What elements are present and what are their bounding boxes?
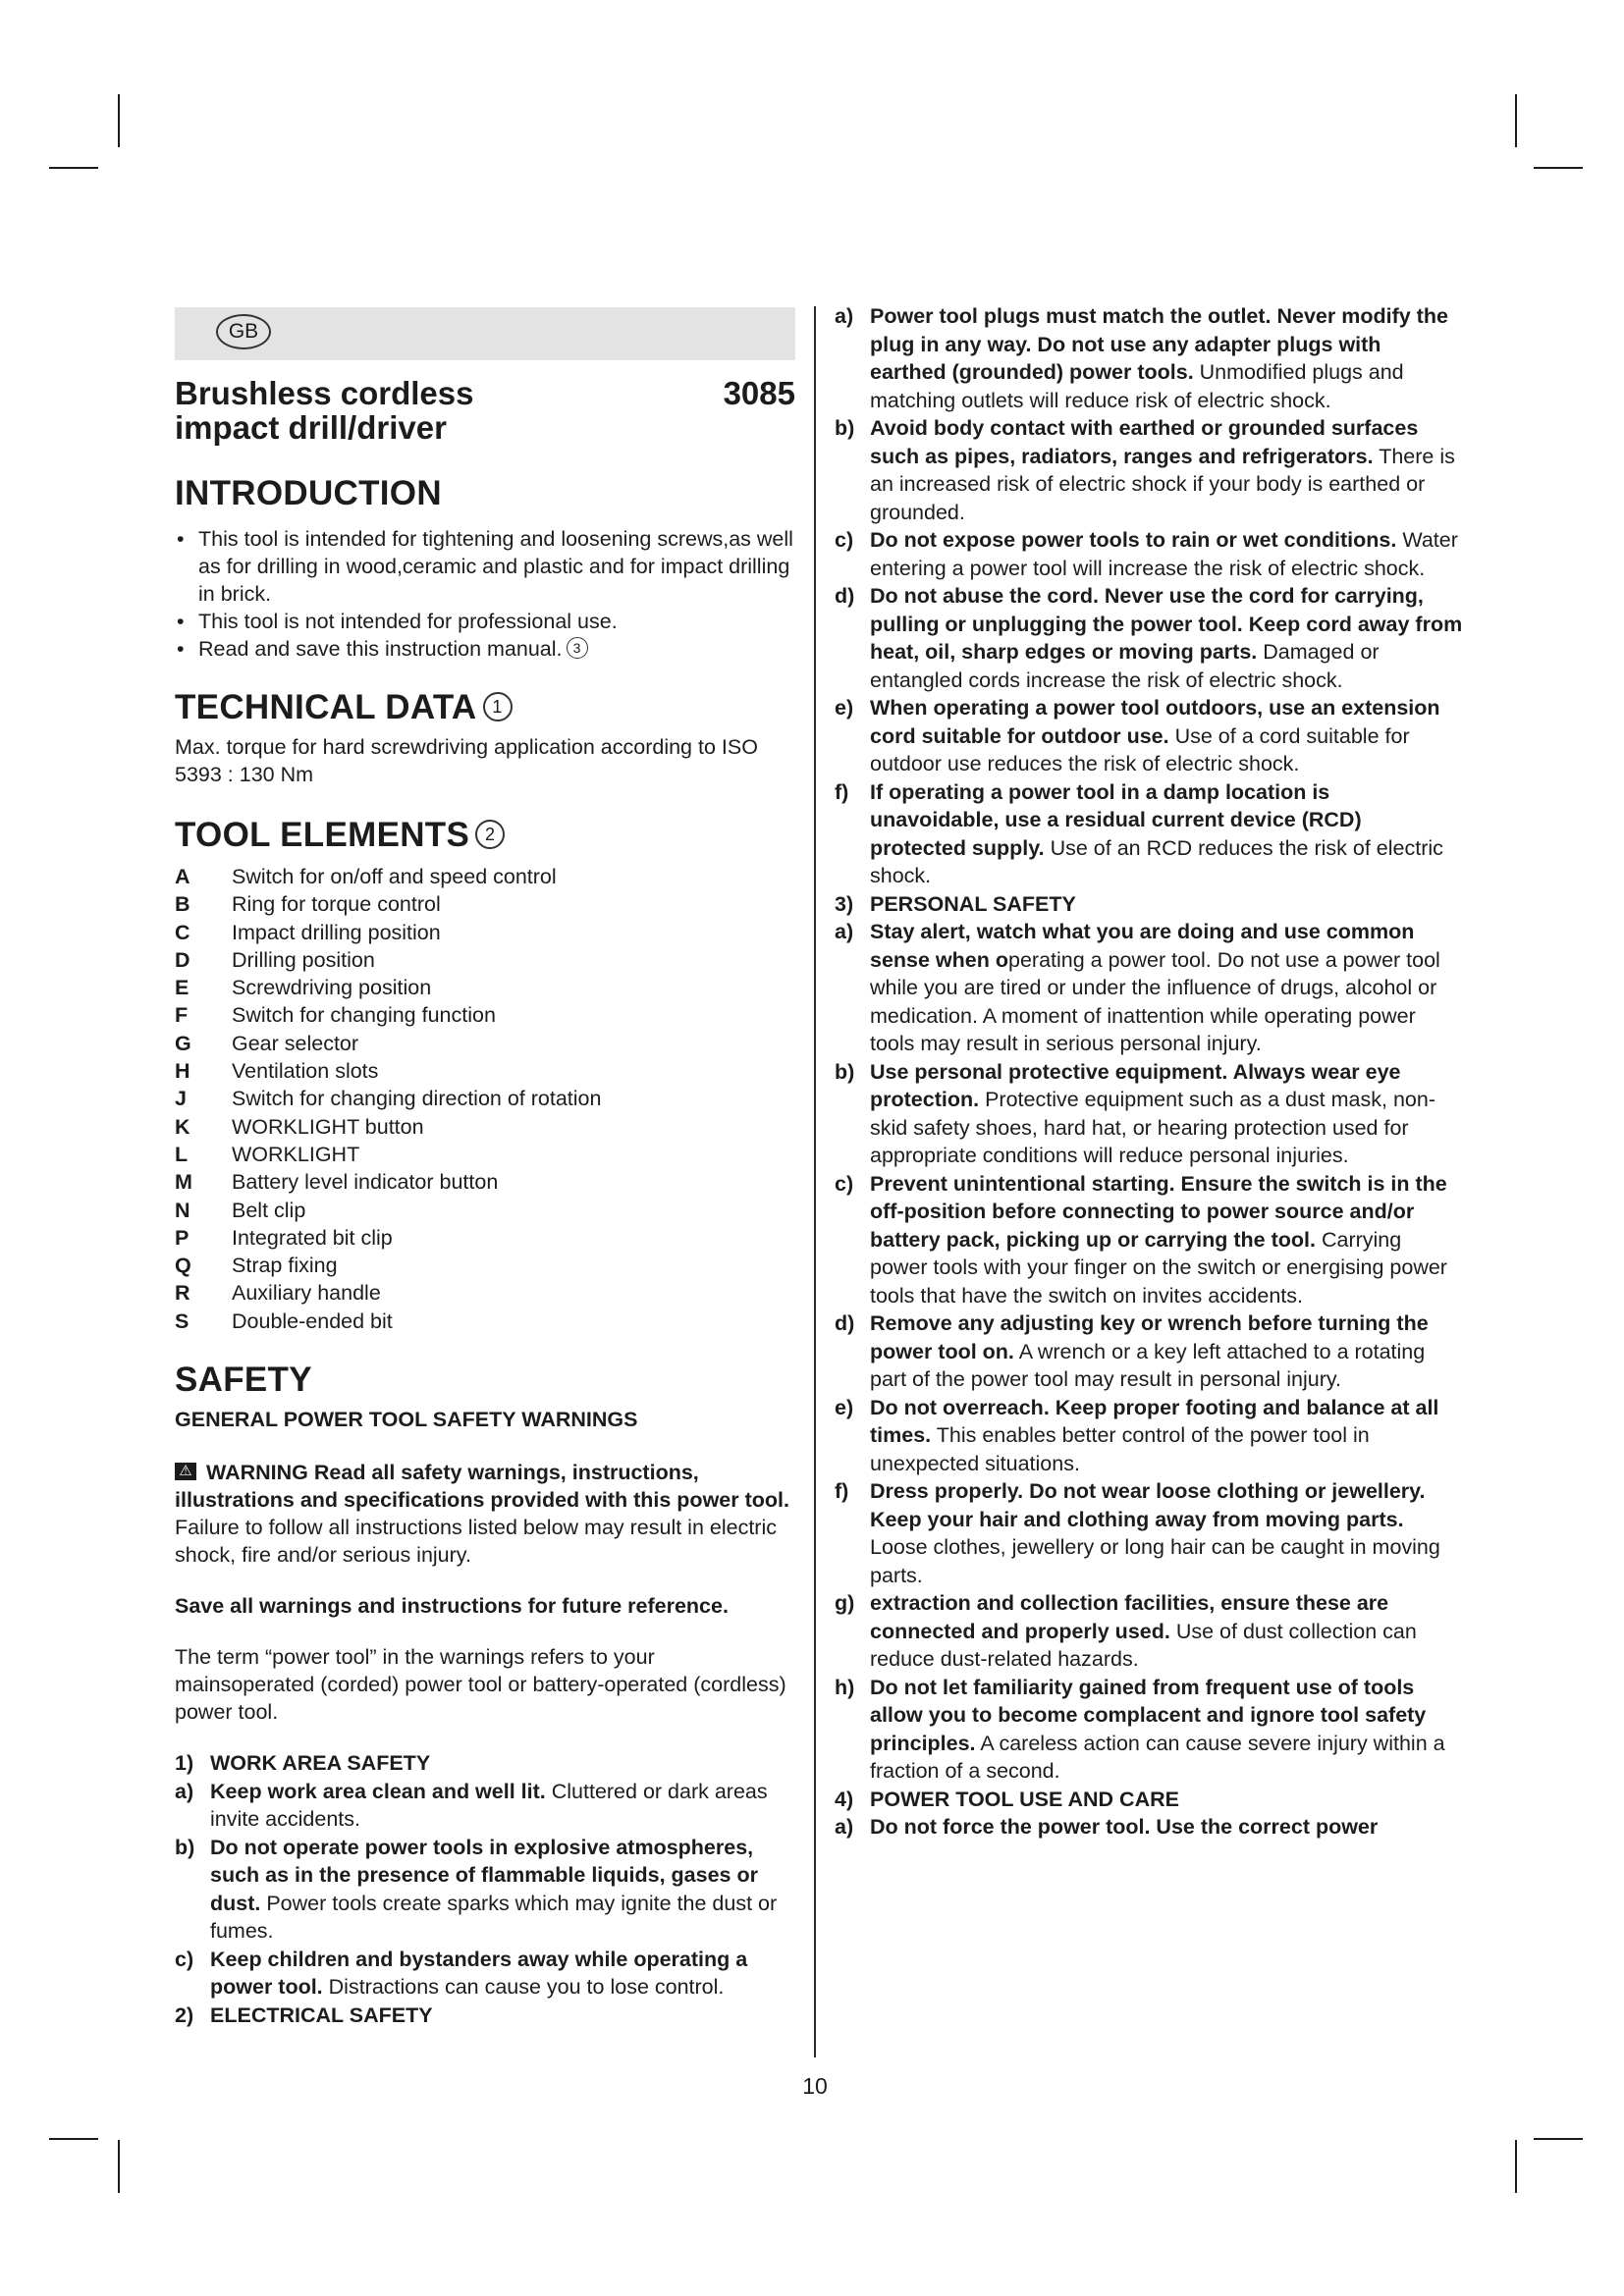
list-item: d) Do not abuse the cord. Never use the cord for carrying, pulling or unplugging the power tool. Keep cord away from heat, oil, sharp edges or moving parts. Damaged or entangled cords increase the risk of electric shock. (835, 584, 1463, 692)
tool-element-row: F Switch for changing function (175, 1003, 496, 1028)
crop-mark (1534, 167, 1583, 169)
figure-ref-1-icon: 1 (483, 692, 513, 721)
list-item: a) Power tool plugs must match the outlet. Never modify the plug in any way. Do not use any adapter plugs with earthed (grounded) power tools. Unmodified plugs and matching outlets will reduce risk of electric shock. (835, 304, 1448, 412)
figure-ref-2-icon: 2 (475, 820, 505, 849)
list-item: e) Do not overreach. Keep proper footing and balance at all times. This enables better control of the power tool in unexpected situations. (835, 1395, 1439, 1475)
list-item: f) If operating a power tool in a damp location is unavoidable, use a residual current device (RCD) protected supply. Use of an RCD reduces the risk of electric shock. (835, 779, 1443, 887)
list-item: f) Dress properly. Do not wear loose clothing or jewellery. Keep your hair and clothing away from moving parts. Loose clothes, jewellery or long hair can be caught in moving parts. (835, 1479, 1440, 1587)
tool-element-row: S Double-ended bit (175, 1308, 393, 1333)
section-heading: 1) WORK AREA SAFETY (175, 1751, 431, 1776)
figure-ref-3-icon: 3 (567, 637, 588, 659)
crop-mark (49, 167, 98, 169)
tool-element-row: L WORKLIGHT (175, 1142, 360, 1166)
crop-mark (118, 2140, 120, 2193)
list-item: • Read and save this instruction manual. 3 (175, 635, 795, 663)
list-item: c) Prevent unintentional starting. Ensure the switch is in the off-position before connecting to power source and/or battery pack, picking up or carrying the tool. Carrying power tools with your finger on the switch or energising power tools that have the switch on invites accidents. (835, 1171, 1447, 1308)
model-number: 3085 (723, 375, 795, 411)
technical-data-heading: TECHNICAL DATA 1 (175, 688, 795, 727)
section-heading: 2) ELECTRICAL SAFETY (175, 2002, 433, 2027)
tool-element-row: B Ring for torque control (175, 892, 441, 917)
tool-elements-heading: TOOL ELEMENTS 2 (175, 816, 795, 855)
column-divider (814, 306, 816, 2057)
technical-data-text: Max. torque for hard screwdriving application according to ISO 5393 : 130 Nm (175, 735, 758, 786)
work-area-section (175, 1749, 795, 2029)
tool-element-row: C Impact drilling position (175, 920, 441, 944)
list-item: a) Keep work area clean and well lit. Cluttered or dark areas invite accidents. (175, 1779, 768, 1832)
list-item: g) extraction and collection facilities, ensure these are connected and properly used. Use of dust collection can reduce dust-related hazards. (835, 1591, 1417, 1671)
tool-element-row: E Screwdriving position (175, 976, 432, 1000)
tool-element-row: G Gear selector (175, 1031, 359, 1055)
left-column (175, 307, 795, 2029)
tool-element-row: R Auxiliary handle (175, 1281, 381, 1306)
tool-element-row: H Ventilation slots (175, 1059, 379, 1084)
list-item: b) Do not operate power tools in explosive atmospheres, such as in the presence of flammable liquids, gases or dust. Power tools create sparks which may ignite the dust or fumes. (175, 1835, 778, 1944)
tool-element-row: Q Strap fixing (175, 1254, 338, 1278)
section-heading: 4) POWER TOOL USE AND CARE (835, 1787, 1179, 1811)
list-item: h) Do not let familiarity gained from frequent use of tools allow you to become complacent and ignore tool safety principles. A careless action can cause severe injury within a fraction of a second. (835, 1675, 1445, 1783)
tool-element-row: A Switch for on/off and speed control (175, 865, 557, 888)
list-item: d) Remove any adjusting key or wrench before turning the power tool on. A wrench or a key left attached to a rotating part of the power tool may result in personal injury. (835, 1311, 1429, 1391)
title-row (175, 376, 795, 445)
warning-paragraph: ⚠ WARNING Read all safety warnings, instructions, illustrations and specifications provided with this power tool. Failure to follow all instructions listed below may result in electric shock, fire and/or serious injury. (175, 1461, 789, 1568)
title-line-2: impact drill/driver (175, 409, 447, 446)
tool-element-row: P Integrated bit clip (175, 1225, 393, 1250)
crop-mark (118, 94, 120, 147)
tool-element-row: N Belt clip (175, 1198, 306, 1222)
warning-triangle-icon: ⚠ (175, 1463, 196, 1480)
safety-subheading: GENERAL POWER TOOL SAFETY WARNINGS (175, 1408, 638, 1432)
list-item: b) Avoid body contact with earthed or grounded surfaces such as pipes, radiators, ranges and refrigerators. There is an increased risk of electric shock if your body is earthed or grounded. (835, 416, 1455, 524)
list-item: b) Use personal protective equipment. Always wear eye protection. Protective equipment such as a dust mask, non-skid safety shoes, hard hat, or hearing protection used for appropriate conditions will reduce personal injuries. (835, 1059, 1435, 1167)
tool-element-row: D Drilling position (175, 947, 375, 972)
language-band (175, 307, 795, 360)
section-heading: 3) PERSONAL SAFETY (835, 891, 1076, 916)
crop-mark (1515, 2140, 1517, 2193)
list-item: a) Do not force the power tool. Use the correct power (835, 1815, 1379, 1839)
list-item: e) When operating a power tool outdoors, use an extension cord suitable for outdoor use. Use of a cord suitable for outdoor use reduces the risk of electric shock. (835, 696, 1440, 775)
page-number: 10 (802, 2073, 828, 2099)
language-badge: GB (216, 314, 271, 349)
list-item: c) Do not expose power tools to rain or wet conditions. Water entering a power tool will increase the risk of electric shock. (835, 528, 1458, 580)
list-item: • This tool is not intended for professional use. (177, 610, 618, 633)
tool-elements-list (175, 863, 795, 1335)
introduction-list (175, 525, 795, 663)
crop-mark (49, 2138, 98, 2140)
list-item: c) Keep children and bystanders away while operating a power tool. Distractions can cause you to lose control. (175, 1947, 748, 2000)
list-item: • This tool is intended for tightening and loosening screws,as well as for drilling in wood,ceramic and plastic and for impact drilling in brick. (177, 527, 793, 606)
list-item: a) Stay alert, watch what you are doing and use common sense when operating a power tool. Do not use a power tool while you are tired or under the influence of drugs, alcohol or medication. A moment of inattention while operating power tools may result in serious personal injury. (835, 920, 1440, 1055)
right-column (835, 302, 1463, 1842)
term-paragraph: The term “power tool” in the warnings refers to your mainsoperated (corded) power tool or battery-operated (cordless) power tool. (175, 1645, 786, 1725)
safety-heading: SAFETY (175, 1361, 312, 1400)
title-line-1: Brushless cordless (175, 375, 474, 411)
crop-mark (1534, 2138, 1583, 2140)
introduction-heading: INTRODUCTION (175, 474, 442, 512)
tool-element-row: M Battery level indicator button (175, 1170, 499, 1195)
save-note: Save all warnings and instructions for future reference. (175, 1594, 729, 1619)
tool-element-row: J Switch for changing direction of rotation (175, 1087, 602, 1111)
crop-mark (1515, 94, 1517, 147)
tool-element-row: K WORKLIGHT button (175, 1114, 424, 1139)
product-title (175, 376, 473, 445)
